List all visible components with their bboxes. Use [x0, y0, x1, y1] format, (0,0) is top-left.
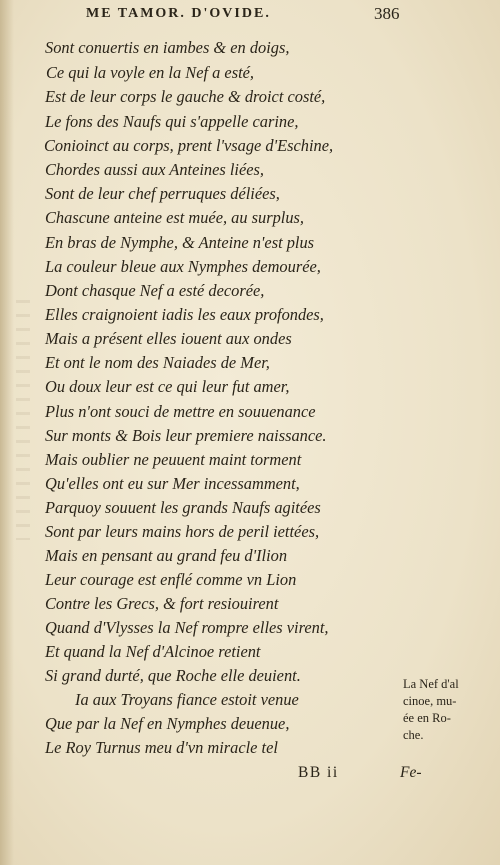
- verse-line: Mais en pensant au grand feu d'Ilion: [45, 546, 288, 565]
- catchword: Fe-: [400, 764, 422, 781]
- margin-note-line: ée en Ro-: [403, 711, 451, 725]
- verse-line: Elles craignoient iadis les eaux profondes,: [45, 305, 324, 324]
- verse-line: Chordes aussi aux Anteines liées,: [45, 160, 264, 179]
- verse-line: Leur courage est enflé comme vn Lion: [45, 570, 297, 589]
- verse-line: Sont par leurs mains hors de peril iettées,: [45, 522, 320, 541]
- signature-mark: BB ii: [298, 764, 339, 781]
- page-gutter-shadow: [0, 0, 14, 865]
- verse-line: Dont chasque Nef a esté decorée,: [45, 281, 265, 300]
- verse-line: La couleur bleue aux Nymphes demourée,: [45, 257, 321, 276]
- verse-line: Sur monts & Bois leur premiere naissance.: [45, 426, 327, 445]
- margin-note-line: che.: [403, 728, 424, 742]
- verse-line: Conioinct au corps, prent l'vsage d'Eschine,: [44, 136, 334, 155]
- verse-line: Est de leur corps le gauche & droict costé,: [45, 87, 326, 106]
- verse-line: Et quand la Nef d'Alcinoe retient: [45, 642, 261, 661]
- margin-note: [403, 676, 459, 744]
- verse-line: Contre les Grecs, & fort resiouirent: [45, 594, 279, 613]
- verse-line: Ia aux Troyans fiance estoit venue: [75, 690, 299, 709]
- verse-line: Sont de leur chef perruques déliées,: [45, 184, 280, 203]
- verse-line: En bras de Nymphe, & Anteine n'est plus: [45, 233, 315, 252]
- page-number: 386: [374, 4, 400, 23]
- verse-line: Ou doux leur est ce qui leur fut amer,: [45, 377, 290, 396]
- verse-line: Plus n'ont souci de mettre en souuenance: [45, 402, 316, 421]
- verse-line: Mais a présent elles iouent aux ondes: [45, 329, 292, 348]
- show-through-bleed: [16, 300, 30, 540]
- margin-note-line: cinoe, mu-: [403, 694, 457, 708]
- verse-line: Chascune anteine est muée, au surplus,: [45, 208, 305, 227]
- verse-line: Quand d'Vlysses la Nef rompre elles virent,: [45, 618, 329, 637]
- verse-line: Sont conuertis en iambes & en doigs,: [45, 38, 290, 57]
- verse-line: Le Roy Turnus meu d'vn miracle tel: [45, 738, 278, 757]
- verse-line: Parquoy souuent les grands Naufs agitées: [45, 498, 321, 517]
- verse-line: Qu'elles ont eu sur Mer incessamment,: [45, 474, 300, 493]
- verse-line: Mais oublier ne peuuent maint torment: [45, 450, 302, 469]
- verse-line: Que par la Nef en Nymphes deuenue,: [45, 714, 290, 733]
- margin-note-line: La Nef d'al: [403, 677, 459, 691]
- running-title: ME TAMOR. D'OVIDE.: [86, 6, 271, 21]
- verse-line: Le fons des Naufs qui s'appelle carine,: [45, 112, 299, 131]
- verse-line: Et ont le nom des Naiades de Mer,: [45, 353, 270, 372]
- verse-line: Si grand durté, que Roche elle deuient.: [45, 666, 301, 685]
- verse-line: Ce qui la voyle en la Nef a esté,: [46, 63, 255, 82]
